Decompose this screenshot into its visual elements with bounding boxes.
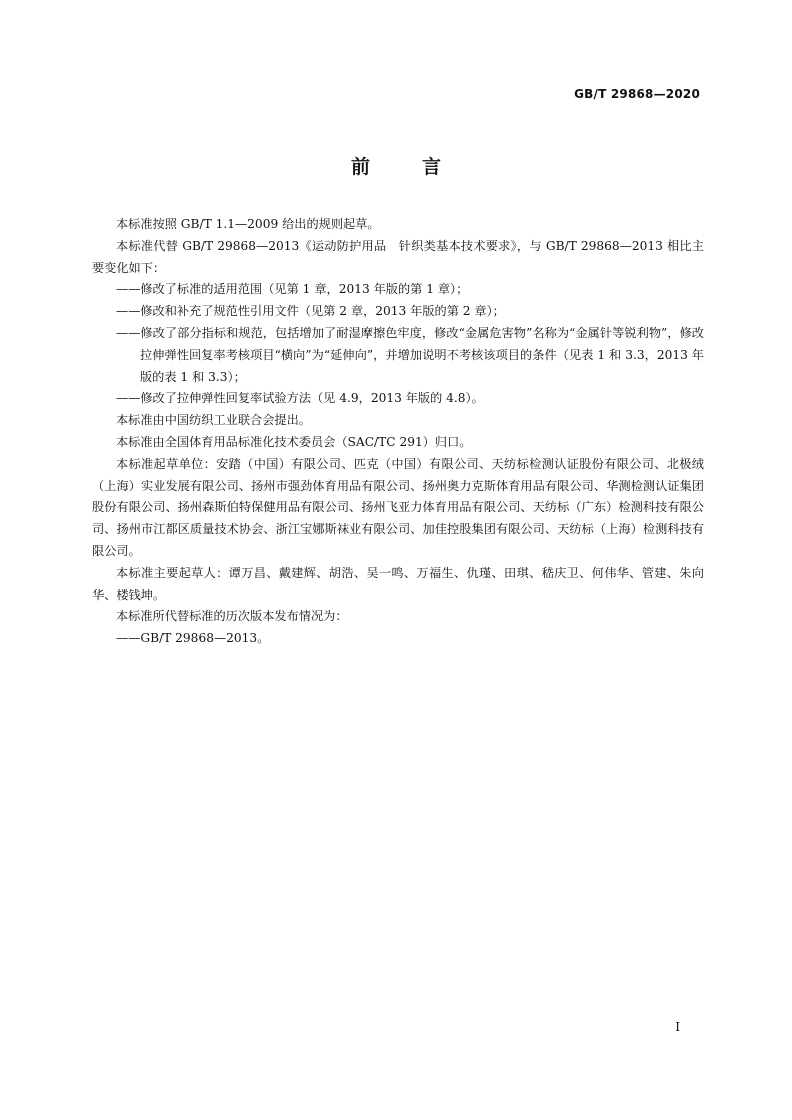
page-title — [0, 152, 792, 179]
paragraph-history: 本标准所代替标准的历次版本发布情况为： — [116, 609, 348, 624]
foreword-body — [92, 214, 704, 650]
paragraph-replaces: 本标准代替 GB/T 29868—2013《运动防护用品 针织类基本技术要求》，与 GB/T 29868—2013 相比主要变化如下： — [92, 238, 704, 275]
paragraph-drafters: 本标准主要起草人：谭万昌、戴建辉、胡浩、吴一鸣、万福生、仇瑾、田琪、嵇庆卫、何伟华、管建、朱向华、楼钱坤。 — [92, 565, 704, 602]
change-item-scope: ——修改了标准的适用范围（见第 1 章，2013 年版的第 1 章）； — [116, 282, 469, 297]
change-item-references: ——修改和补充了规范性引用文件（见第 2 章，2013 年版的第 2 章）； — [116, 304, 505, 319]
history-item: ——GB/T 29868—2013。 — [116, 631, 270, 646]
paragraph-proposed-by: 本标准由中国纺织工业联合会提出。 — [116, 413, 311, 428]
standard-code: GB/T 29868—2020 — [574, 87, 700, 101]
change-item-indicators: ——修改了部分指标和规范，包括增加了耐湿摩擦色牢度，修改“金属危害物”名称为“金属针等锐利物”，修改拉伸弹性回复率考核项目“横向”为“延伸向”，并增加说明不考核该项目的条件（见表 1 和 3.3，2013 年版的表 1 和 3.3）； — [116, 325, 704, 384]
title-char-2: 言 — [422, 156, 442, 178]
change-item-test-method: ——修改了拉伸弹性回复率试验方法（见 4.9，2013 年版的 4.8）。 — [116, 391, 484, 406]
paragraph-drafting-rules: 本标准按照 GB/T 1.1—2009 给出的规则起草。 — [116, 217, 380, 231]
paragraph-under-jurisdiction: 本标准由全国体育用品标准化技术委员会（SAC/TC 291）归口。 — [116, 434, 472, 449]
title-char-1: 前 — [350, 156, 370, 178]
page-number: I — [675, 1020, 680, 1034]
paragraph-drafting-units: 本标准起草单位：安踏（中国）有限公司、匹克（中国）有限公司、天纺标检测认证股份有限公司、北极绒（上海）实业发展有限公司、扬州市强劲体育用品有限公司、扬州奥力克斯体育用品有限公司、华测检测认证集团股份有限公司、扬州森斯伯特保健用品有限公司、扬州飞亚力体育用品有限公司、天纺标（广东）检测科技有限公司、扬州市江都区质量技术协会、浙江宝娜斯袜业有限公司、加佳控股集团有限公司、天纺标（上海）检测科技有限公司。 — [92, 456, 704, 558]
